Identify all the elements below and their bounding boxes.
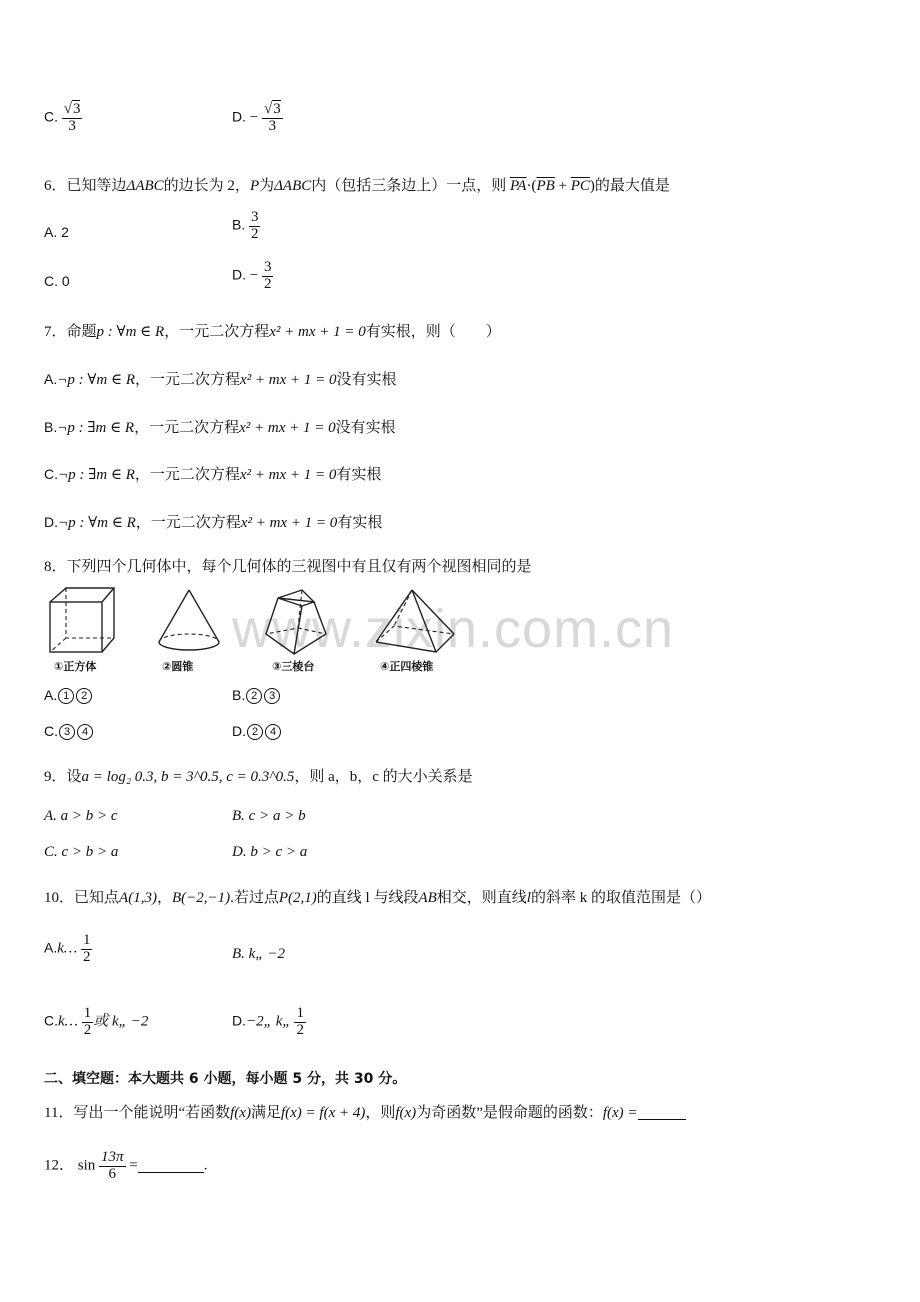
- answer-blank[interactable]: [638, 1105, 686, 1120]
- dot-op: ·(: [526, 178, 537, 194]
- q8-text: 下列四个几何体中，每个几何体的三视图中有且仅有两个视图相同的是: [66, 559, 532, 575]
- q7-text-3: 有实根，则（ ）: [365, 324, 501, 340]
- fraction: $\frac{3}{2}$: [263, 259, 272, 292]
- solids-figure: [44, 584, 464, 678]
- negated-proposition: ¬p : ∀m ∈ R: [57, 372, 136, 388]
- circled-number: 3: [59, 724, 75, 740]
- q10-stem: [44, 886, 711, 907]
- q8-stem: [44, 555, 532, 576]
- inequality: k…: [57, 940, 78, 957]
- sin-function: sin: [77, 1157, 96, 1174]
- q9-option-a[interactable]: A. a > b > c: [44, 808, 118, 824]
- option-label: D.: [232, 266, 246, 283]
- question-number: 8．: [44, 559, 67, 575]
- equation: x² + mx + 1 = 0: [239, 467, 337, 483]
- option-label: B.: [232, 687, 246, 703]
- watermark: www.zixin.com.cn: [232, 599, 675, 659]
- q11-text-3: ，则: [365, 1105, 396, 1121]
- q6-text-4: 内（包括三条边上）一点，则: [311, 178, 507, 194]
- q10-text-3: 的直线 l 与线段: [316, 890, 419, 906]
- fraction: $\frac{3}{2}$: [250, 209, 259, 242]
- circled-number: 2: [246, 688, 262, 704]
- q10-text-1: 已知点: [74, 890, 120, 906]
- inequality: −2„ k„: [246, 1013, 291, 1030]
- section-heading: 二、填空题：本大题共 6 小题，每小题 5 分，共 30 分。: [44, 1071, 407, 1087]
- q7-option-b[interactable]: [44, 416, 396, 437]
- option-label: A.: [44, 687, 58, 703]
- function-f: f(x): [230, 1105, 251, 1121]
- fraction: $\frac{1}{2}$: [83, 1005, 92, 1038]
- negated-proposition: ¬p : ∃m ∈ R: [58, 467, 135, 483]
- question-number: 12．: [44, 1157, 75, 1174]
- question-number: 7．: [44, 324, 67, 340]
- q9-text-2: ，则 a，b，c 的大小关系是: [294, 769, 473, 785]
- equation: x² + mx + 1 = 0: [269, 324, 366, 340]
- option-label: C.: [44, 108, 58, 125]
- question-number: 11．: [44, 1105, 74, 1121]
- frustum-figure: [266, 590, 326, 673]
- caption-cone: ②圆锥: [162, 660, 194, 673]
- q6-text-2: 的边长为 2，: [163, 178, 250, 194]
- q7-option-a[interactable]: [44, 368, 397, 389]
- pyramid-figure: [376, 590, 454, 673]
- option-text: 有实根: [337, 515, 383, 531]
- cube-figure: [50, 588, 114, 673]
- caption-pyramid: ④正四棱锥: [380, 660, 434, 673]
- option-label: C.: [44, 1012, 58, 1029]
- answer-blank[interactable]: [138, 1158, 204, 1173]
- equation: x² + mx + 1 = 0: [240, 372, 337, 388]
- minus-sign: −: [249, 109, 259, 126]
- fraction: $\frac{1}{2}$: [82, 932, 91, 965]
- equation: x² + mx + 1 = 0: [240, 515, 338, 531]
- negated-proposition: ¬p : ∃m ∈ R: [57, 420, 135, 436]
- q8-option-b[interactable]: [232, 687, 281, 705]
- q6-text-5: 的最大值是: [594, 178, 670, 194]
- answer-prefix: f(x) =: [602, 1105, 638, 1121]
- function-condition: f(x) = f(x + 4): [280, 1105, 366, 1121]
- q8-option-c[interactable]: [44, 723, 94, 741]
- q9-option-d[interactable]: D. b > c > a: [232, 844, 308, 860]
- q10-option-a[interactable]: [44, 933, 92, 966]
- option-label: D.: [44, 514, 58, 530]
- option-text: 没有实根: [335, 420, 396, 436]
- option-text: ，一元二次方程: [134, 420, 240, 436]
- caption-frustum: ③三棱台: [272, 660, 315, 673]
- q7-text-2: ，一元二次方程: [164, 324, 270, 340]
- equation: x² + mx + 1 = 0: [239, 420, 336, 436]
- q6-option-a[interactable]: A. 2: [44, 224, 69, 240]
- option-text: ，一元二次方程: [134, 467, 240, 483]
- option-label: C.: [44, 723, 58, 739]
- q10-option-b[interactable]: B. k„ −2: [232, 946, 286, 962]
- option-label: A.: [44, 939, 58, 956]
- q8-option-d[interactable]: [232, 723, 282, 741]
- circled-number: 2: [247, 724, 263, 740]
- option-label: D.: [232, 108, 246, 125]
- option-label: D.: [232, 1012, 246, 1029]
- q8-option-a[interactable]: [44, 687, 93, 705]
- q9-text-1: 设: [66, 769, 82, 785]
- q6-option-c[interactable]: C. 0: [44, 273, 70, 289]
- q5-option-d[interactable]: [232, 102, 283, 135]
- point-p: P: [249, 178, 260, 194]
- q6-option-b[interactable]: [232, 210, 260, 243]
- option-label: A.: [44, 371, 58, 387]
- q6-text-1: 已知等边: [66, 178, 127, 194]
- circled-number: 3: [264, 688, 280, 704]
- q7-text-1: 命题: [66, 324, 97, 340]
- vector-pa: $\overline{PA}$: [510, 178, 527, 194]
- q6-stem: [44, 174, 670, 195]
- option-text: ，一元二次方程: [135, 372, 241, 388]
- q10-option-d[interactable]: [232, 1006, 306, 1039]
- q7-option-d[interactable]: [44, 511, 382, 532]
- comma: ，: [156, 890, 172, 906]
- q9-stem: [44, 765, 473, 786]
- inequality: 或 k„ −2: [93, 1013, 149, 1030]
- question-number: 6．: [44, 178, 67, 194]
- fraction: $\frac{1}{2}$: [296, 1005, 304, 1038]
- option-text: 有实根: [336, 467, 382, 483]
- q11-text-1: 写出一个能说明“若函数: [73, 1105, 231, 1121]
- function-f: f(x): [395, 1105, 417, 1121]
- option-label: B.: [44, 419, 58, 435]
- q10-text-4: 相交，则直线: [436, 890, 527, 906]
- cone-figure: [159, 590, 219, 673]
- option-text: 没有实根: [336, 372, 397, 388]
- line-l: l: [526, 890, 531, 906]
- expression: a = log₂ 0.3, b = 3^0.5, c = 0.3^0.5: [81, 769, 295, 785]
- option-text: ，一元二次方程: [135, 515, 241, 531]
- circled-number: 4: [77, 724, 93, 740]
- fraction: $\frac{√3}{3}$: [263, 101, 281, 134]
- minus-sign: −: [249, 267, 259, 284]
- q10-option-c[interactable]: [44, 1006, 148, 1039]
- paren-close: ): [589, 178, 595, 194]
- q12-stem: [44, 1150, 208, 1183]
- q7-option-c[interactable]: [44, 463, 381, 484]
- equals-sign: =: [129, 1157, 138, 1174]
- option-label: B.: [232, 216, 246, 233]
- inequality: k…: [58, 1013, 78, 1030]
- proposition-p: p : ∀m ∈ R: [96, 324, 165, 340]
- question-number: 10．: [44, 890, 75, 906]
- question-number: 9．: [44, 769, 67, 785]
- point-p: P(2,1): [278, 890, 317, 906]
- point-b: B(−2,−1): [171, 890, 231, 906]
- circled-number: 1: [58, 688, 74, 704]
- q7-stem: [44, 320, 501, 341]
- q5-option-c[interactable]: [44, 102, 82, 135]
- negated-proposition: ¬p : ∀m ∈ R: [58, 515, 136, 531]
- fraction: $\frac{13\pi}{6}$: [101, 1149, 124, 1182]
- q6-option-d[interactable]: [232, 260, 273, 293]
- option-label: C.: [44, 466, 58, 482]
- q11-text-2: 满足: [250, 1105, 281, 1121]
- q10-text-2: .若过点: [230, 890, 279, 906]
- plus-op: +: [554, 178, 571, 194]
- q11-stem: [44, 1101, 686, 1122]
- option-label: D.: [232, 723, 246, 739]
- vector-pc: $\overline{PC}$: [570, 178, 590, 194]
- q6-text-3: 为: [259, 178, 275, 194]
- segment-ab: AB: [418, 890, 437, 906]
- point-a: A(1,3): [119, 890, 157, 906]
- triangle-abc: ΔABC: [274, 178, 312, 194]
- q11-text-4: 为奇函数”是假命题的函数：: [416, 1105, 603, 1121]
- q9-option-c[interactable]: C. c > b > a: [44, 844, 119, 860]
- circled-number: 4: [265, 724, 281, 740]
- q10-text-5: 的斜率 k 的取值范围是（）: [530, 890, 711, 906]
- vector-pb: $\overline{PB}$: [536, 178, 555, 194]
- caption-cube: ①正方体: [54, 660, 97, 673]
- triangle-abc: ΔABC: [126, 178, 164, 194]
- circled-number: 2: [76, 688, 92, 704]
- q9-option-b[interactable]: B. c > a > b: [232, 808, 306, 824]
- period: .: [203, 1157, 208, 1174]
- fraction: $\frac{√3}{3}$: [63, 101, 81, 134]
